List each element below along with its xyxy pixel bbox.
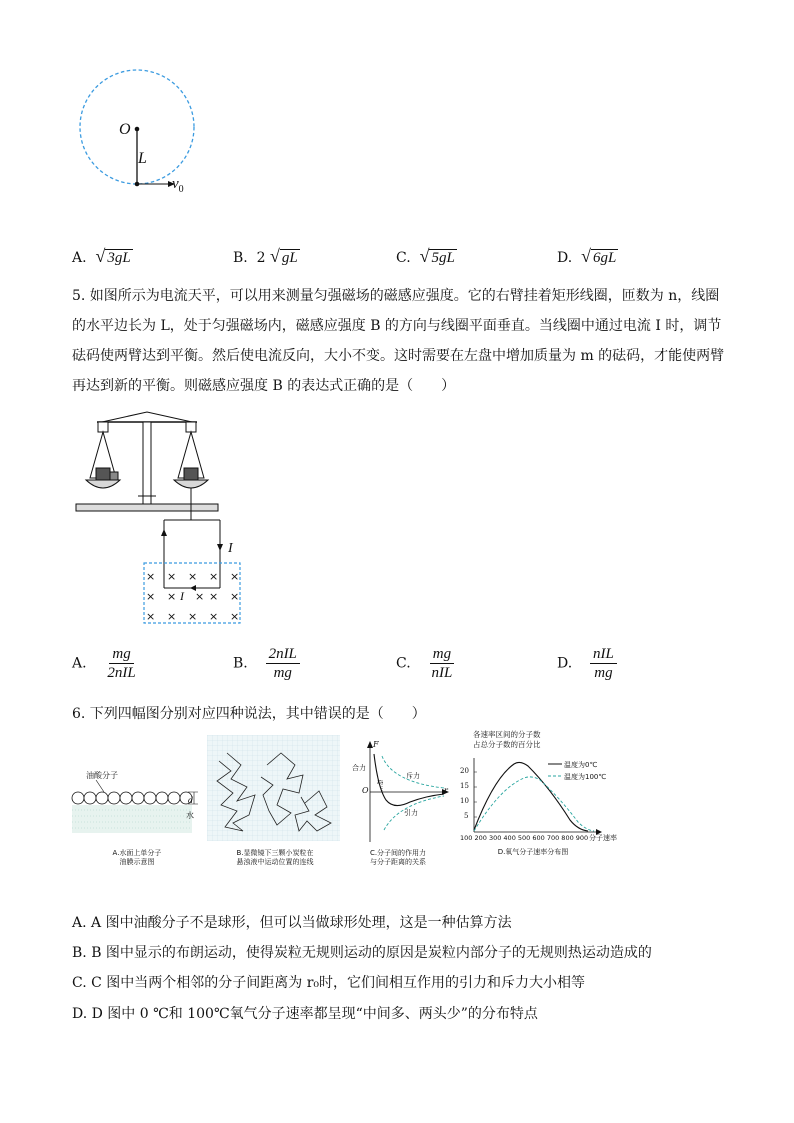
q4-circle-figure [70,60,210,200]
velocity-label: $v_0$ [172,176,184,195]
axis-f-label: F [373,740,379,749]
q4-option-a[interactable]: A. √ 3gL [72,246,131,266]
legend-100c: 温度为100℃ [564,773,607,781]
current-label-top: I [228,541,233,556]
sqrt-expression: √ 3gL [95,246,131,266]
axis-r-label: r [444,786,448,795]
sqrt-expression: √ gL [270,246,298,266]
q6-option-a[interactable]: A. A 图中油酸分子不是球形，但可以当做球形处理，这是一种估算方法 [72,915,512,931]
q5-option-c[interactable]: C. $\frac{mg}{\text{nIL}}$ [396,645,455,682]
origin-label: O [362,786,369,795]
sqrt-expression: √ 5gL [419,246,455,266]
legend-0c: 温度为0℃ [564,761,598,769]
water-label: 水 [186,811,194,820]
q5-option-d[interactable]: D. $\frac{\text{nIL}}{mg}$ [557,645,617,682]
ytick-10: 10 [460,797,469,805]
fraction: $\frac{mg}{\text{nIL}}$ [431,646,453,681]
ytick-20: 20 [460,767,469,775]
q5-option-a[interactable]: A. $\frac{mg}{\text{2nIL}}$ [72,645,139,682]
sqrt-expression: √ 6gL [581,246,617,266]
xlabel: 分子速率 [589,834,617,842]
figure-b-brownian [207,735,340,841]
he-li-label: 合力 [352,764,366,772]
figure-d-caption: D.氧气分子速率分布图 [497,848,569,856]
d-label: d [188,796,194,805]
q4-option-c[interactable]: C. √ 5gL [396,246,455,266]
q4-option-d[interactable]: D. √ 6gL [557,246,617,266]
fraction: $\frac{\text{2nIL}}{mg}$ [266,645,300,682]
q5-option-b[interactable]: B. $\frac{\text{2nIL}}{mg}$ [233,645,300,682]
current-label-bottom: I [180,589,184,603]
figure-c-caption: C.分子间的作用力 与分子距离的关系 [369,849,427,866]
q4-option-b[interactable]: B. 2 √ gL [233,246,298,266]
r0-label: r₀ [377,778,384,786]
point-o-label: O [119,121,131,138]
figure-a-caption: A.水面上单分子 油膜示意图 [112,849,162,866]
q6-stem: 6. 下列四幅图分别对应四种说法，其中错误的是（ ） [72,706,426,722]
figure-d-title: 各速率区间的分子数 占总分子数的百分比 [473,730,541,749]
q5-stem: 5. 如图所示为电流天平，可以用来测量匀强磁场的磁感应强度。它的右臂挂着矩形线圈，匝数为 n，线圈 的水平边长为 L，处于匀强磁场内，磁感应强度 B 的方向与线圈平面垂直。当线圈中通过电流 I 时，调节 砝码使两臂达到平衡。然后使电流反向，大小不变。这时需要在左盘中增加质量为 m 的砝码，才能使两臂 再达到新的平衡。则磁感应强度 B 的表达式正确的是（ ） [72,288,725,394]
fraction: $\frac{mg}{\text{2nIL}}$ [107,646,136,681]
q6-option-c[interactable]: C. C 图中当两个相邻的分子间距离为 r₀时，它们间相互作用的引力和斥力大小相等 [72,975,586,991]
q6-option-d[interactable]: D. D 图中 0 ℃和 100℃氧气分子速率都呈现“中间多、两头少”的分布特点 [72,1006,538,1022]
current-balance-figure [72,408,252,630]
center-point [135,127,140,132]
ytick-15: 15 [460,782,469,790]
q6-option-b[interactable]: B. B 图中显示的布朗运动，使得炭粒无规则运动的原因是炭粒内部分子的无规则热运动造成的 [72,945,652,961]
oil-molecule-label: 油酸分子 [86,771,118,780]
attraction-label: 引力 [404,809,418,817]
length-l-label: L [138,150,147,167]
figure-b-caption: B.显微镜下三颗小炭粒在 悬浊液中运动位置的连线 [236,849,314,866]
curve-100c [474,777,594,831]
fraction: $\frac{\text{nIL}}{mg}$ [590,645,617,682]
ytick-5: 5 [464,812,469,820]
xticks: 100 200 300 400 500 600 700 800 900 [460,834,589,842]
repulsion-label: 斥力 [406,772,420,780]
